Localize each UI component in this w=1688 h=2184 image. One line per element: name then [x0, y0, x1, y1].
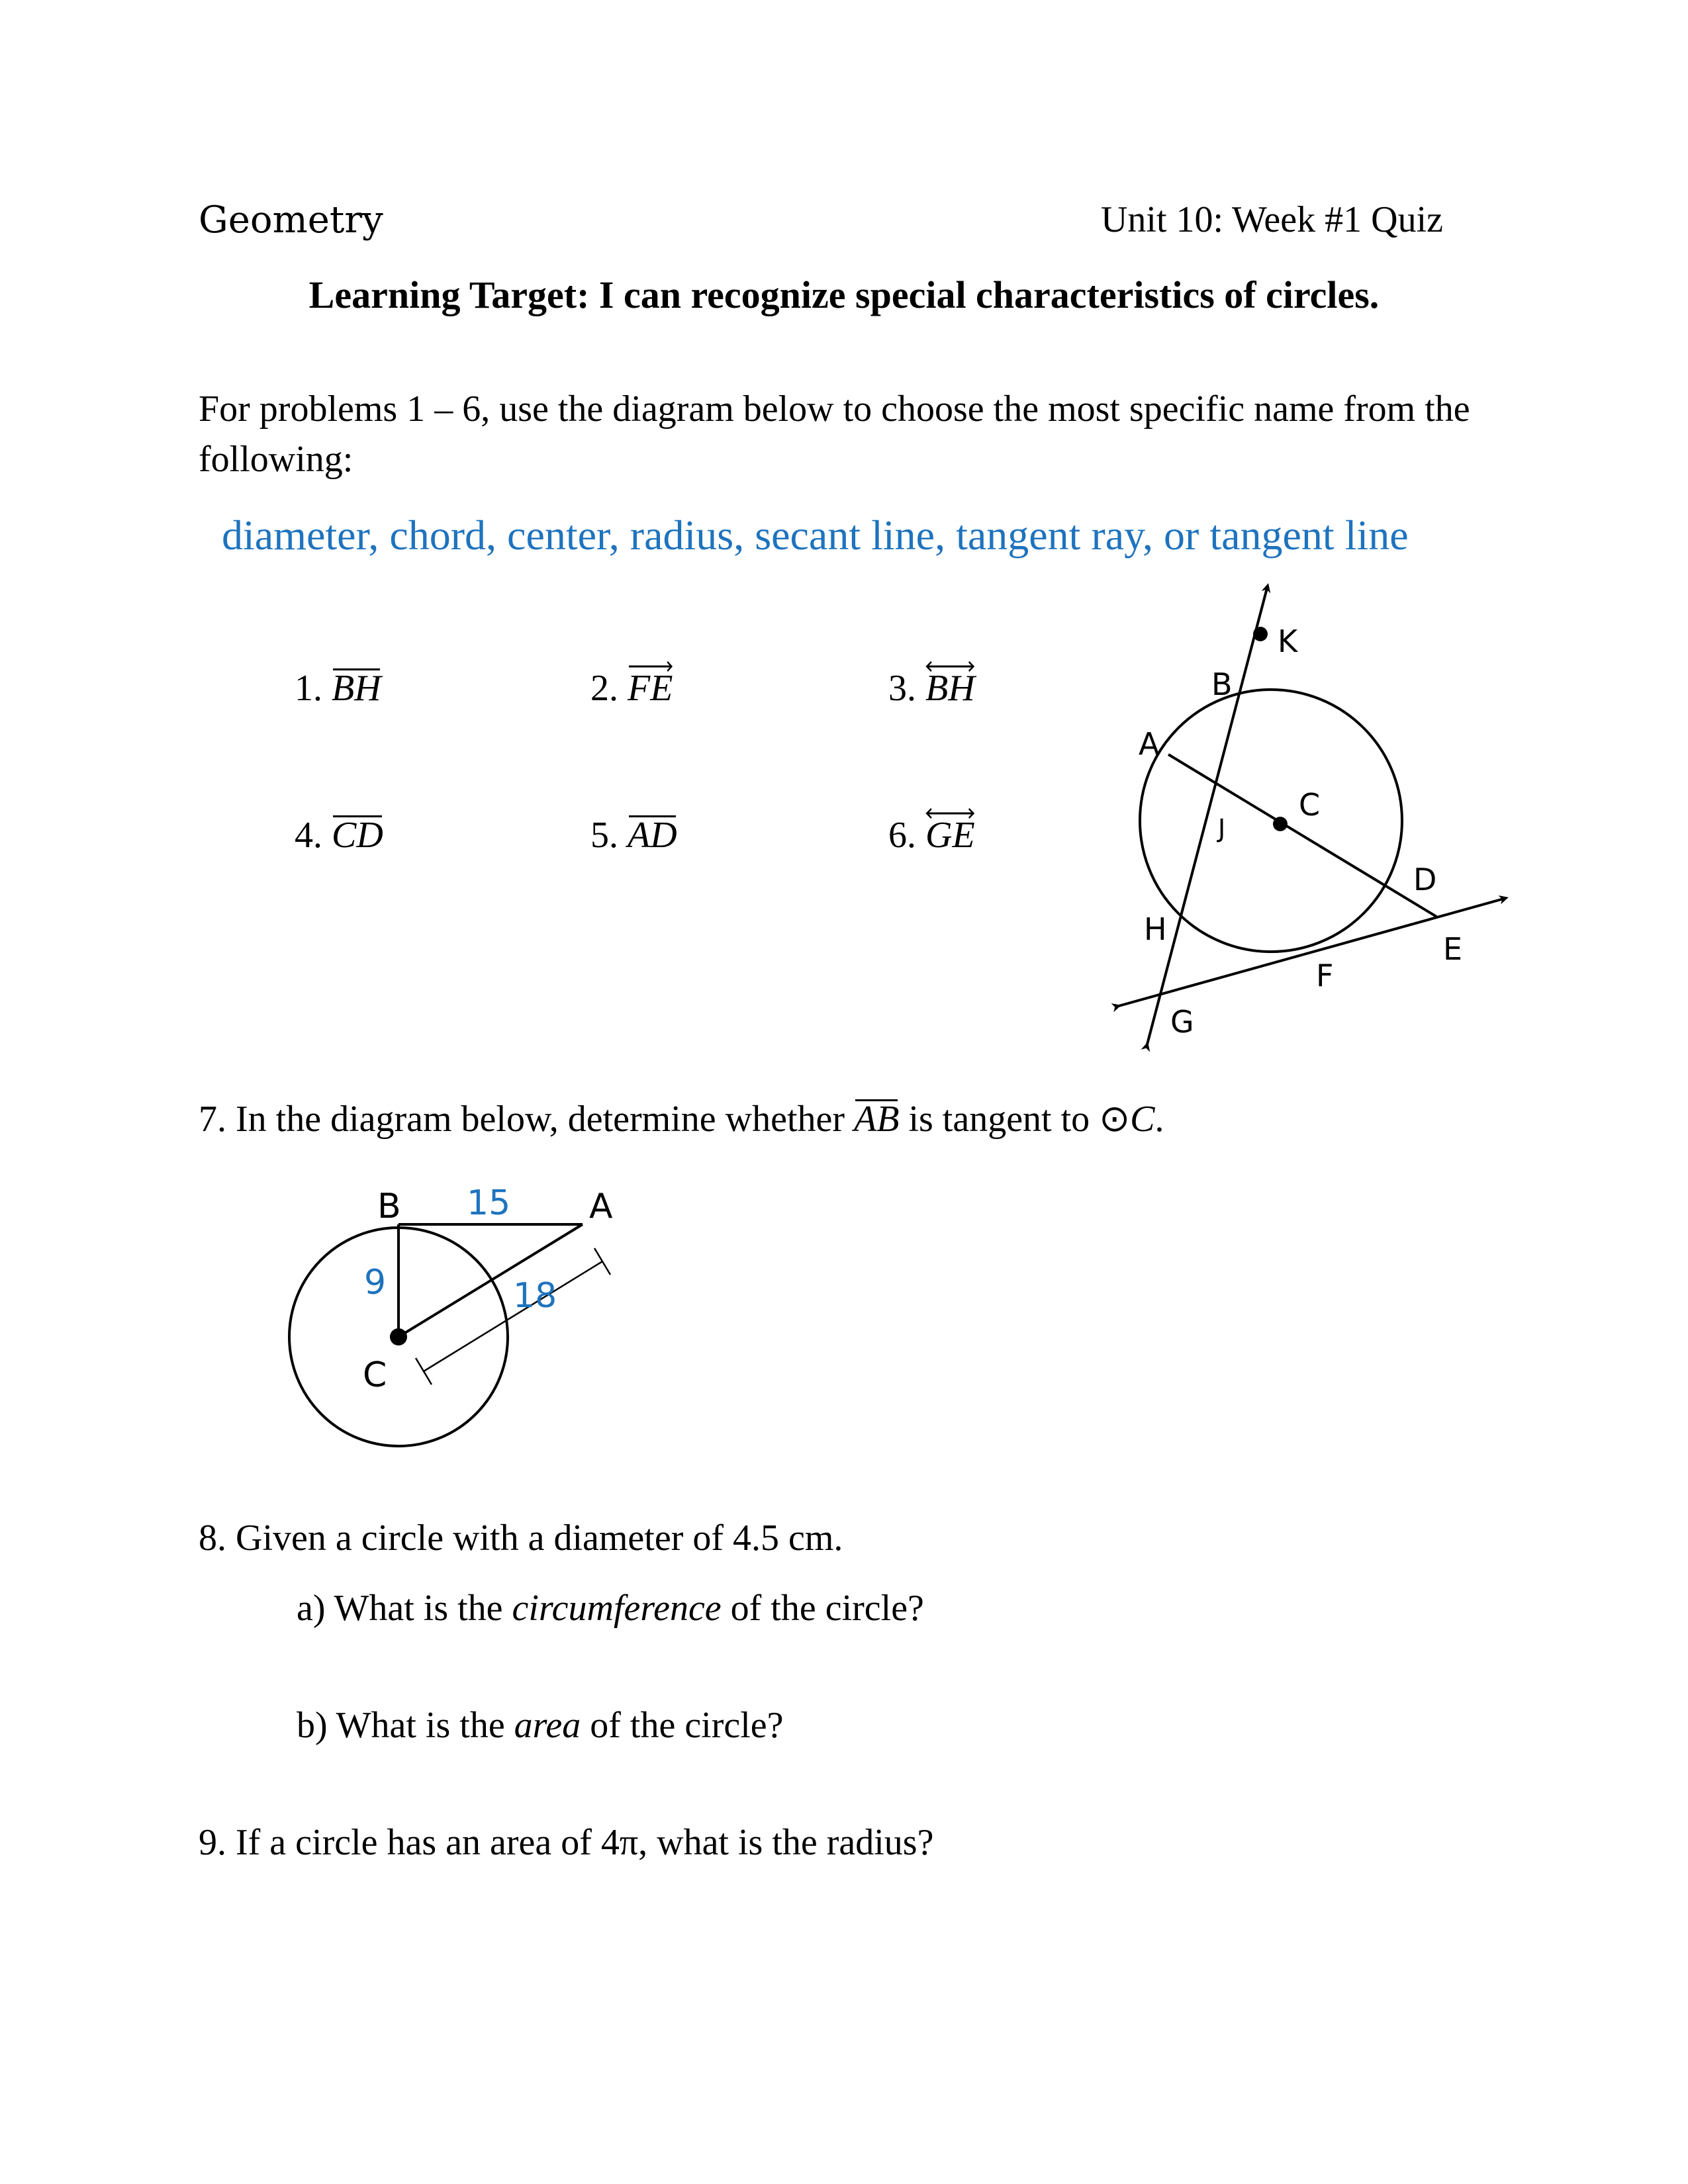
label-b: B	[1211, 666, 1233, 702]
label-b: B	[377, 1187, 401, 1226]
dimension-tick	[594, 1248, 610, 1275]
label-j: J	[1218, 814, 1226, 843]
segment-notation: CD	[332, 815, 383, 856]
label-d: D	[1413, 862, 1437, 897]
ray-label: FE	[628, 668, 673, 709]
problem-number: 5.	[590, 815, 618, 856]
q7-period: .	[1154, 1099, 1164, 1140]
q8b-text: b) What is the	[297, 1705, 514, 1746]
question-8: 8. Given a circle with a diameter of 4.5 cm.	[199, 1518, 843, 1559]
learning-target: Learning Target: I can recognize special characteristics of circles.	[308, 273, 1380, 316]
q7-text: 7. In the diagram below, determine whether	[199, 1099, 855, 1140]
length-9: 9	[364, 1263, 387, 1302]
center-c-point	[390, 1328, 407, 1345]
q8b-emphasis: area	[514, 1705, 581, 1746]
label-e: E	[1443, 931, 1463, 967]
problem-number: 4.	[295, 815, 322, 856]
q8a-text: of the circle?	[721, 1588, 924, 1629]
line-label: BH	[925, 668, 975, 709]
question-9: 9. If a circle has an area of 4π, what is the radius?	[199, 1822, 934, 1863]
q8b-text: of the circle?	[581, 1705, 784, 1746]
segment-ab: AB	[854, 1099, 900, 1140]
subject-label: Geometry	[199, 199, 383, 242]
length-18: 18	[513, 1276, 557, 1316]
problem-number: 3.	[888, 668, 916, 709]
q8a-text: a) What is the	[297, 1588, 512, 1629]
label-h: H	[1144, 911, 1167, 947]
quiz-title: Unit 10: Week #1 Quiz	[1100, 199, 1443, 240]
question-8a	[297, 1587, 924, 1629]
circle-symbol: ⊙	[1099, 1099, 1131, 1140]
length-15: 15	[467, 1183, 511, 1223]
question-8b	[297, 1704, 784, 1747]
line-label: GE	[925, 815, 975, 856]
segment-notation: AD	[628, 815, 677, 856]
label-a: A	[589, 1187, 613, 1226]
problem-number: 1.	[295, 668, 322, 709]
label-f: F	[1316, 958, 1334, 993]
label-c: C	[1299, 787, 1321, 823]
instructions: For problems 1 – 6, use the diagram below to choose the most specific name from the following:	[199, 388, 1470, 480]
label-a: A	[1139, 726, 1160, 762]
problem-number: 6.	[888, 815, 916, 856]
label-c: C	[363, 1355, 387, 1395]
problem-number: 2.	[590, 668, 618, 709]
dimension-tick	[416, 1358, 432, 1385]
label-k: K	[1278, 623, 1298, 659]
term-bank: diameter, chord, center, radius, secant line, tangent ray, or tangent line	[222, 512, 1409, 559]
label-g: G	[1170, 1004, 1194, 1040]
circle-name: C	[1130, 1099, 1155, 1140]
q7-text: is tangent to	[899, 1099, 1100, 1140]
q8a-emphasis: circumference	[512, 1588, 722, 1629]
segment-notation: BH	[332, 668, 381, 709]
